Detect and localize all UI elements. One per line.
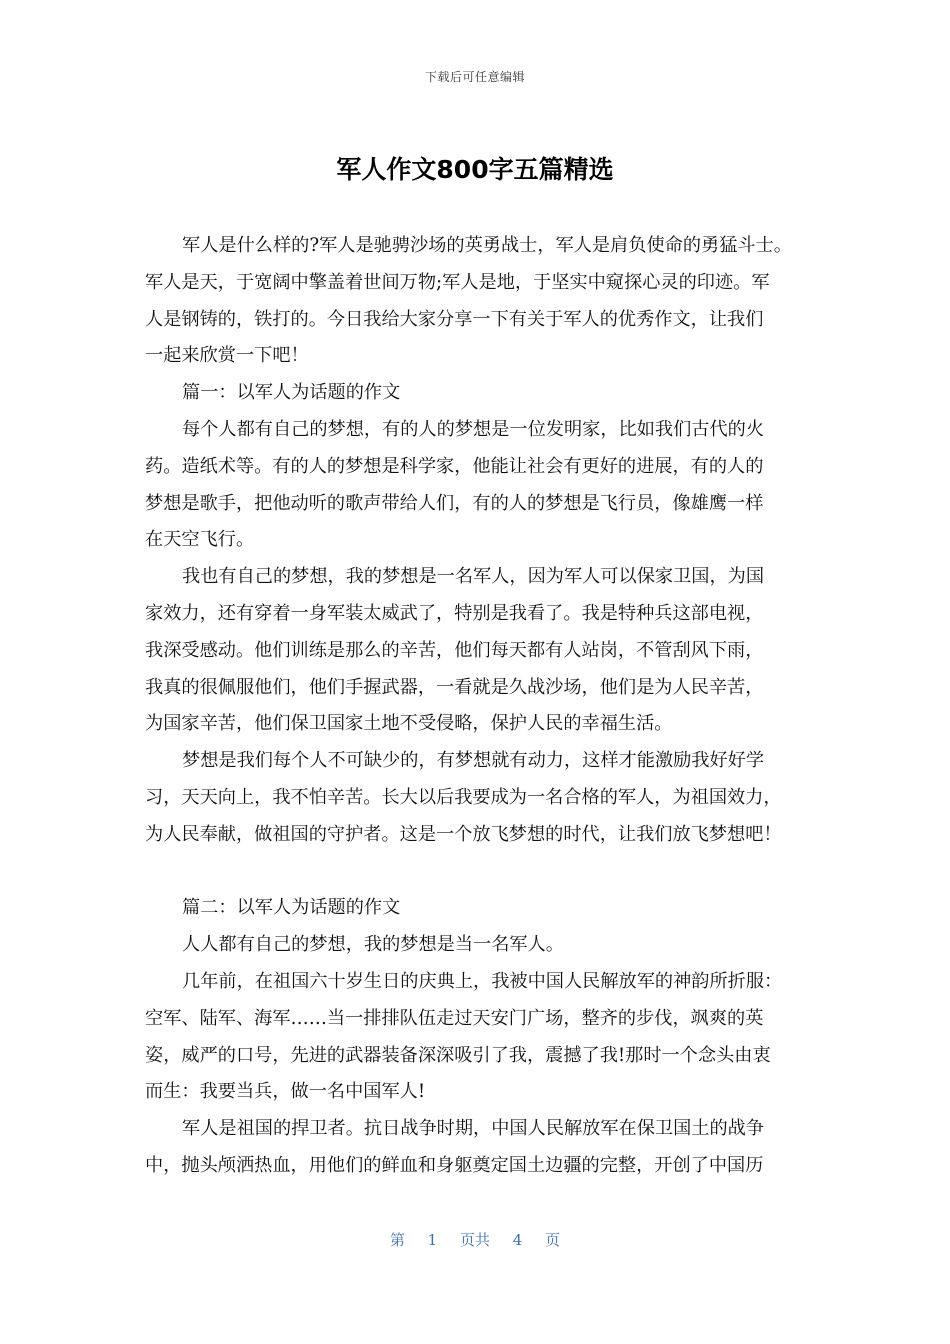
text-line: 药。造纸术等。有的人的梦想是科学家，他能让社会有更好的进展，有的人的 — [145, 455, 764, 477]
text-line: 军人是天，于宽阔中擎盖着世间万物;军人是地，于坚实中窥探心灵的印迹。军 — [145, 271, 770, 293]
text-line: 几年前，在祖国六十岁生日的庆典上，我被中国人民解放军的神韵所折服： — [182, 970, 783, 992]
document-body — [145, 228, 807, 1185]
text-line: 我深受感动。他们训练是那么的辛苦，他们每天都有人站岗，不管刮风下雨， — [145, 639, 764, 661]
text-line: 空军、陆军、海军……当一排排队伍走过天安门广场，整齐的步伐，飒爽的英 — [145, 1007, 764, 1029]
text-line: 为人民奉献，做祖国的守护者。这是一个放飞梦想的时代，让我们放飞梦想吧！ — [145, 823, 782, 845]
page-number-footer — [0, 1229, 950, 1250]
text-line: 梦想是歌手，把他动听的歌声带给人们，有的人的梦想是飞行员，像雄鹰一样 — [145, 492, 764, 514]
text-line: 习，天天向上，我不怕辛苦。长大以后我要成为一名合格的军人，为祖国效力， — [145, 786, 782, 808]
text-line: 篇一：以军人为话题的作文 — [182, 382, 401, 404]
text-line: 我真的很佩服他们，他们手握武器，一看就是久战沙场，他们是为人民辛苦， — [145, 676, 764, 698]
text-line: 人人都有自己的梦想，我的梦想是当一名军人。 — [182, 934, 564, 956]
page-title: 军人作文800字五篇精选 — [336, 155, 614, 184]
text-line: 中，抛头颅洒热血，用他们的鲜血和身躯奠定国土边疆的完整，开创了中国历 — [145, 1154, 764, 1176]
page-label-prefix: 第 — [389, 1231, 405, 1249]
text-line: 一起来欣赏一下吧！ — [145, 345, 309, 367]
text-line: 在天空飞行。 — [145, 529, 255, 551]
text-line: 而生：我要当兵，做一名中国军人! — [145, 1081, 426, 1103]
text-line: 家效力，还有穿着一身军装太威武了，特别是我看了。我是特种兵这部电视， — [145, 602, 764, 624]
total-pages-number: 4 — [512, 1231, 523, 1249]
page-label-suffix: 页 — [545, 1231, 561, 1249]
text-line: 姿，威严的口号，先进的武器装备深深吸引了我，震撼了我!那时一个念头由衷 — [145, 1044, 771, 1066]
text-line: 我也有自己的梦想，我的梦想是一名军人，因为军人可以保家卫国，为国 — [182, 566, 765, 588]
current-page-number: 1 — [427, 1231, 438, 1249]
text-line: 为国家辛苦，他们保卫国家土地不受侵略，保护人民的幸福生活。 — [145, 713, 673, 735]
text-line: 每个人都有自己的梦想，有的人的梦想是一位发明家，比如我们古代的火 — [182, 418, 765, 440]
text-line: 军人是祖国的捍卫者。抗日战争时期，中国人民解放军在保卫国土的战争 — [182, 1118, 765, 1140]
header-note: 下载后可任意编辑 — [424, 70, 525, 84]
text-line: 人是钢铸的，铁打的。今日我给大家分享一下有关于军人的优秀作文，让我们 — [145, 308, 764, 330]
text-line: 梦想是我们每个人不可缺少的，有梦想就有动力，这样才能激励我好好学 — [182, 750, 765, 772]
page-label-middle: 页共 — [459, 1231, 490, 1249]
text-line: 军人是什么样的?军人是驰骋沙场的英勇战士，军人是肩负使命的勇猛斗士。 — [182, 235, 792, 256]
text-line: 篇二：以军人为话题的作文 — [182, 897, 401, 919]
blank-line — [145, 854, 807, 891]
